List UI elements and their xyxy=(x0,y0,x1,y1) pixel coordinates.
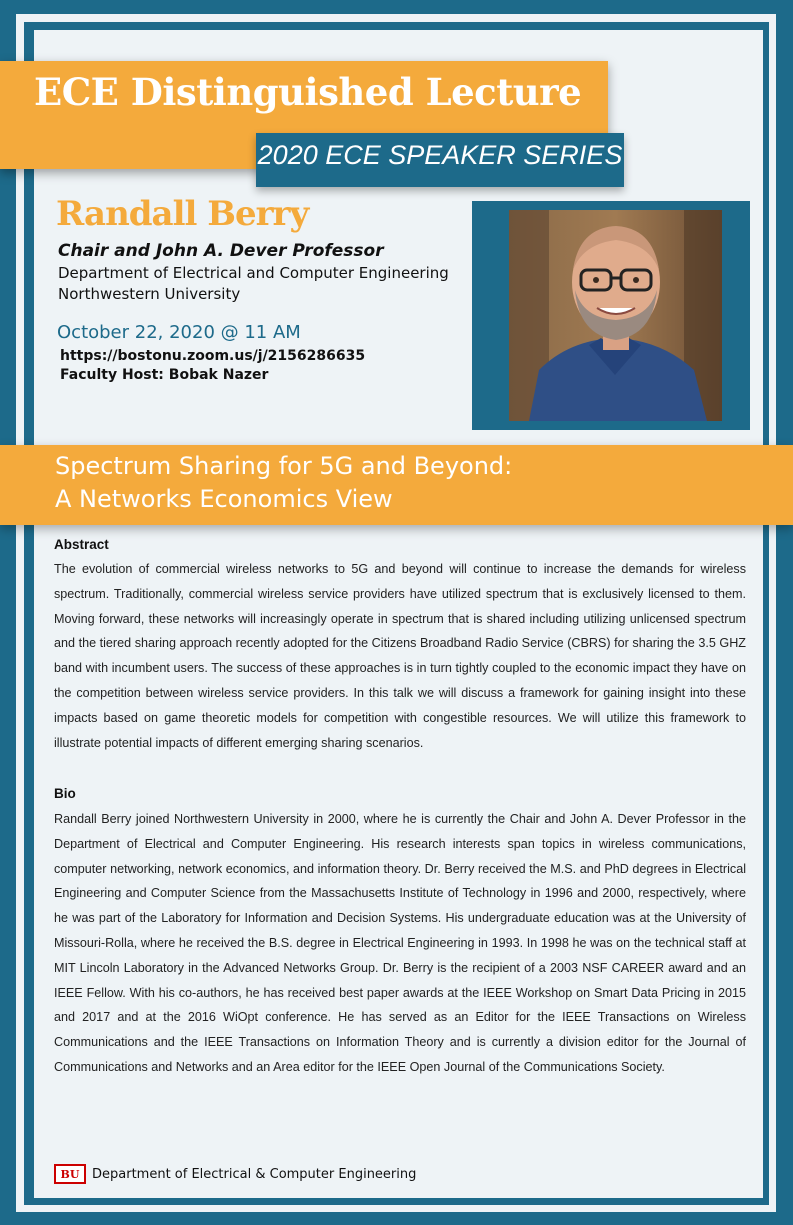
footer xyxy=(54,1162,416,1186)
abstract-heading: Abstract xyxy=(54,537,109,552)
footer-department: Department of Electrical & Computer Engineering xyxy=(92,1166,417,1182)
zoom-link[interactable]: https://bostonu.zoom.us/j/2156286635 xyxy=(60,348,366,364)
speaker-portrait-icon xyxy=(509,210,722,421)
series-label: 2020 ECE SPEAKER SERIES xyxy=(257,140,623,170)
talk-title-line-1: Spectrum Sharing for 5G and Beyond: xyxy=(55,452,513,480)
bio-text: Randall Berry joined Northwestern University in 2000, where he is currently the Chair and John A. Dever Professor in the Department of Electrical and Computer Engineering. His research interests span topics in wireless communications, computer networking, network economics, and information theory. Dr. Berry received the M.S. and PhD degrees in Electrical Engineering and Computer Science from the Massachusetts Institute of Technology in 1996 and 2000, respectively, where he was part of the Laboratory for Information and Decision Systems. His undergraduate education was at the University of Missouri-Rolla, where he received the B.S. degree in Electrical Engineering in 1993. In 1998 he was on the technical staff at MIT Lincoln Laboratory in the Advanced Networks Group. Dr. Berry is the recipient of a 2003 NSF CAREER award and an IEEE Fellow. With his co-authors, he has received best paper awards at the IEEE Workshop on Smart Data Pricing in 2015 and 2017 and at the 2016 WiOpt conference. He has served as an Editor for the IEEE Transactions on Wireless Communications and the IEEE Transactions on Information Theory and is currently a division editor for the Journal of Communications and Networks and an Area editor for the IEEE Open Journal of the Communications Society. xyxy=(54,812,746,1074)
bio-body xyxy=(54,807,746,1080)
speaker-university: Northwestern University xyxy=(58,285,241,303)
bu-logo-text: BU xyxy=(60,1167,80,1181)
bio-heading: Bio xyxy=(54,786,76,801)
speaker-photo xyxy=(509,210,722,421)
abstract-body xyxy=(54,557,746,755)
faculty-host: Faculty Host: Bobak Nazer xyxy=(60,367,269,383)
speaker-department: Department of Electrical and Computer Engineering xyxy=(58,264,449,282)
page-title: ECE Distinguished Lecture xyxy=(34,70,582,114)
abstract-text: The evolution of commercial wireless networks to 5G and beyond will continue to increase the demands for wireless spectrum. Traditionally, commercial wireless service providers have utilized spectrum that is exclusively licensed to them. Moving forward, these networks will increasingly operate in spectrum that is shared including utilizing unlicensed spectrum and the tiered sharing approach recently adopted for the Citizens Broadband Radio Service (CBRS) for sharing the 3.5 GHZ band with incumbent users. The success of these approaches is in turn tightly coupled to the economic impact they have on the competition between wireless service providers. In this talk we will discuss a framework for gaining insight into these impacts based on game theoretic models for competition with congestible resources. We will utilize this framework to illustrate potential impacts of different emerging sharing scenarios. xyxy=(54,562,746,750)
speaker-name: Randall Berry xyxy=(56,194,309,234)
bu-logo-icon xyxy=(54,1164,86,1184)
talk-title-line-2: A Networks Economics View xyxy=(55,485,393,513)
event-date: October 22, 2020 @ 11 AM xyxy=(57,322,301,343)
speaker-role: Chair and John A. Dever Professor xyxy=(58,241,384,261)
